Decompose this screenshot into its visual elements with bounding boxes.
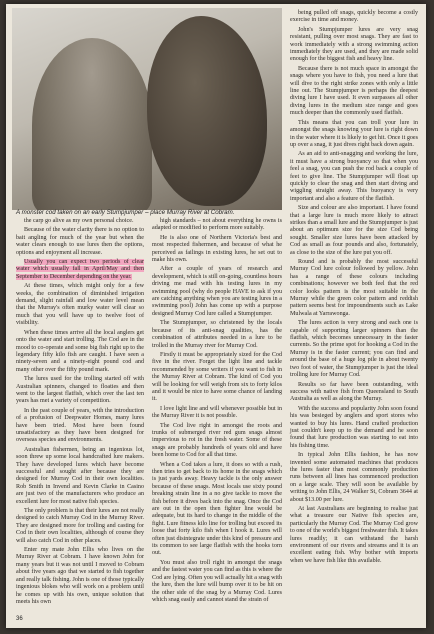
highlight-mark: Usually you can expect two periods of clear water which usually fall in April/May and then September to December depending on the year. [16, 259, 144, 280]
paragraph: In the past couple of years, with the introduction of a profusion of Deepwater Homes, many lures have been tried. Most have been found unsatisfactory as they have been designed for overseas species and environments. [16, 407, 144, 444]
paragraph: high standards – not about everything he owns is adapted or modified to perform more suitably. [152, 218, 282, 232]
paragraph: At last Australians are beginning to realise just what a treasure our Native fish species are, particularly the Murray Cod. The Murray Cod grow to one of the world's biggest freshwater fish. It takes lures readily; it can withstand the harsh environment of our rivers and streams and it is an excellent eating fish. Why bother with imports when we have fish like this available. [290, 506, 418, 564]
paragraph: In typical John Ellis fashion, he has now invented some automated machines that produces the lures faster than most commonly production runs between all lines has commenced production on a large scale. They will soon be available by writing to John Ellis, 24 Walker St, Cobram 3644 at about $13.00 per lure. [290, 452, 418, 503]
paragraph: The Cod live right in amongst the roots and trunks of submerged river red gum snags almost impervious to rot in the fresh water. Some of these snags are probably hundreds of years old and have been home to Cod for all that time. [152, 422, 282, 459]
paragraph-highlighted [16, 259, 144, 281]
paragraph: John's Stumpjumper lures are very snag resistant, pulling over most snags. They are fast to work immediately with a strong swimming action immediately they are used, and they are made solid enough for the biggest fish and heavy line. [290, 26, 418, 63]
page-number: 36 [16, 616, 23, 622]
paragraph: I love light line and will whenever possible but in the Murray River it is not possible. [152, 405, 282, 420]
paragraph: At these times, which might only for a few weeks, the combination of diminished irrigation demand, slight rainfall and low water level mean that the Murray's often murky water will clear so much that you will have up to twelve foot of visibility. [16, 283, 144, 327]
photo-murray-cod [147, 16, 267, 206]
paragraph: You must also troll right in amongst the snags and the fastest water you can find as this is where the Cod are lying. Often you will actually hit a snag with the lure, then the lure will bump over it to be hit on the other side of the snag by a Murray Cod. Lures which snag easily and cannot stand the strain of [152, 559, 282, 603]
paragraph: This means that you can troll your lure in amongst the snags knowing your lure is right down in the water where it is likely to get hit. Once it goes up over a snag, it just dives right back down again. [290, 119, 418, 148]
paragraph: The Stumpjumper, so christened by the locals because of its anti-snag qualities, has the combination of attributes needed in a lure to be trolled in the Murray river for Murray Cod. [152, 320, 282, 349]
paragraph: He is also one of Northern Victoria's best and most respected fishermen, and because of what he perceived as failings in existing lures, he set out to make his own. [152, 234, 282, 264]
photo-angler [32, 38, 152, 210]
paragraph: Australian fishermen, being an ingenious lot, soon threw up some local handcrafted lure makers. They have developed lures which have become successful and sought after because they are designed for Murray Cod in their own localities. Rob Smith in Invend and Kevin Clarke in Casino are just two of the manufacturers who produce an excellent lure for most native fish species. [16, 446, 144, 505]
article-column-1 [16, 218, 144, 608]
photo-caption: A monster cod taken on an early Stumpjumper – place Murray River at Cobram. [16, 209, 235, 216]
paragraph: With the success and popularity John soon found his was besieged by anglers and sport stores who wanted to buy his lures. Hand crafted production just couldn't keep up to the demand and he soon found that lure production was starting to eat into his fishing time. [290, 405, 418, 449]
magazine-page [6, 4, 426, 628]
paragraph: As an aid to anti-snagging and working the lure, it must have a strong buoyancy so that when you feel a snag, you can push the rod back a couple of feet to give line. The Stumpjumper will float up quickly to clear the snag and then start diving and wiggling straight away. This buoyancy is very important and also a feature of the flatfish. [290, 151, 418, 202]
paragraph: Because of the water clarity there is no option to bait angling for much of the year but when the water clears enough to use lures then the options, options and enjoyment all increase. [16, 227, 144, 256]
paragraph: The only problem is that their lures are not really designed to catch Murray Cod in the Murray River. They are designed more for trolling and casting for Cod in their own localities, although of course they will also catch Cod in other places. [16, 508, 144, 544]
paragraph: The lures used for the trolling started off with Australian spinners, changed to floaties and then went to the largest flatfish, which over the last ten years has met a variety of competition. [16, 376, 144, 405]
paragraph: the carp go alive as my own personal choice. [24, 218, 134, 224]
paragraph: After a couple of years of research and development, which is still on-going, countless hours driving me mad with his testing lures in my swimming pool (why do people HAVE to ask if you are catching anything when you are testing lures in a swimming pool) John has come up with a purpose designed Murray Cod lure called a Stumpjumper. [152, 266, 282, 317]
paragraph: Firstly it must be appropriately sized for the Cod five in the river. Forget the light line and tackle recommended by some writers if you want to fish in the Murray River at Cobram. The kind of Cod you will be looking for will weigh from six to forty kilos and it would be nice to have some chance of landing it. [152, 351, 282, 403]
paragraph: Results so far have been outstanding, with success with native fish from Queensland to South Australia as well as along the Murray. [290, 381, 418, 403]
photo-man-with-murray-cod [12, 8, 282, 210]
paragraph: Round and is probably the most successful Murray Cod lure colour followed by yellow. John has a range of these colours including combinations; however we both feel that the red color looks pattern is the most suitable in the Murray while the green color pattern and reddish pattern seems best for impoundments such as Lake Mulwala at Yarrawonga. [290, 259, 418, 317]
paragraph: When these times arrive all the local anglers get onto the water and start trolling. The Cod are in the mood to co-operate and some big fish right up to the legendary fifty kilo fish are caught. I have seen a ninety-seven and a ninety-eight pound cod and many other over the fifty pound mark. [16, 329, 144, 373]
paragraph: Because there is not much space in amongst the snags where you have to fish, you need a lure that will dive to the right strike zones with only a little line out. The Stumpjumper is perhaps the deepest diving lure I have used. It even surpasses all other diving lures in the medium size range and goes much deeper than the commonly used flatfish. [290, 65, 418, 117]
paragraph: Enter my mate John Ellis who lives on the Murray River at Cobram. I have known John for many years but it was not until I moved to Cobram about five years ago that we started to fish together and really talk fishing. John is one of those typically ingenious blokes who will work on a problem until he comes up with his own, unique solution that meets his own [16, 547, 144, 605]
paragraph: When a Cod takes a lure, it does so with a rush, then tries to get back to its home in the snags which is just yards away. Heavy tackle is the only answer because of these snags. Most locals use sixty pound breaking strain line in a no give tackle to move the fish before it dives back into the snag. Once the Cod are out in the open then fighter line would be adequate, but its hard to change in the middle of the fight. Lure fitness kilo line for trolling but exceed its loose that forty kilo fish when I hook it. Lures will often just disintegrate under this kind of pressure and its common to see large flatfish with the hooks torn out. [152, 461, 282, 557]
article-column-3 [290, 10, 418, 567]
paragraph: being pulled off snags, quickly become a costly exercise in time and money. [290, 10, 418, 24]
paragraph: Size and colour are also important. I have found that a large lure is much more likely to attract strikes than a small lure and the Stumpjumper is just about an optimum size for the size Cod being sought. Smaller size lures have been attacked by Cod as small as four pounds and also, fortunately, as close to the size of the lure put you off. [290, 205, 418, 256]
paragraph: The lures action is very strong and each one is capable of supporting larger spinners than the flatfish, which becomes unnecessary in the faster currents. So the prime spot for hooking a Cod in the Murray is in the faster current; you can find and around the base of a huge log pile in about twenty two foot of water, the Stumpjumper is just the ideal trolling lure for Murray Cod. [290, 320, 418, 379]
article-column-2 [152, 218, 282, 606]
